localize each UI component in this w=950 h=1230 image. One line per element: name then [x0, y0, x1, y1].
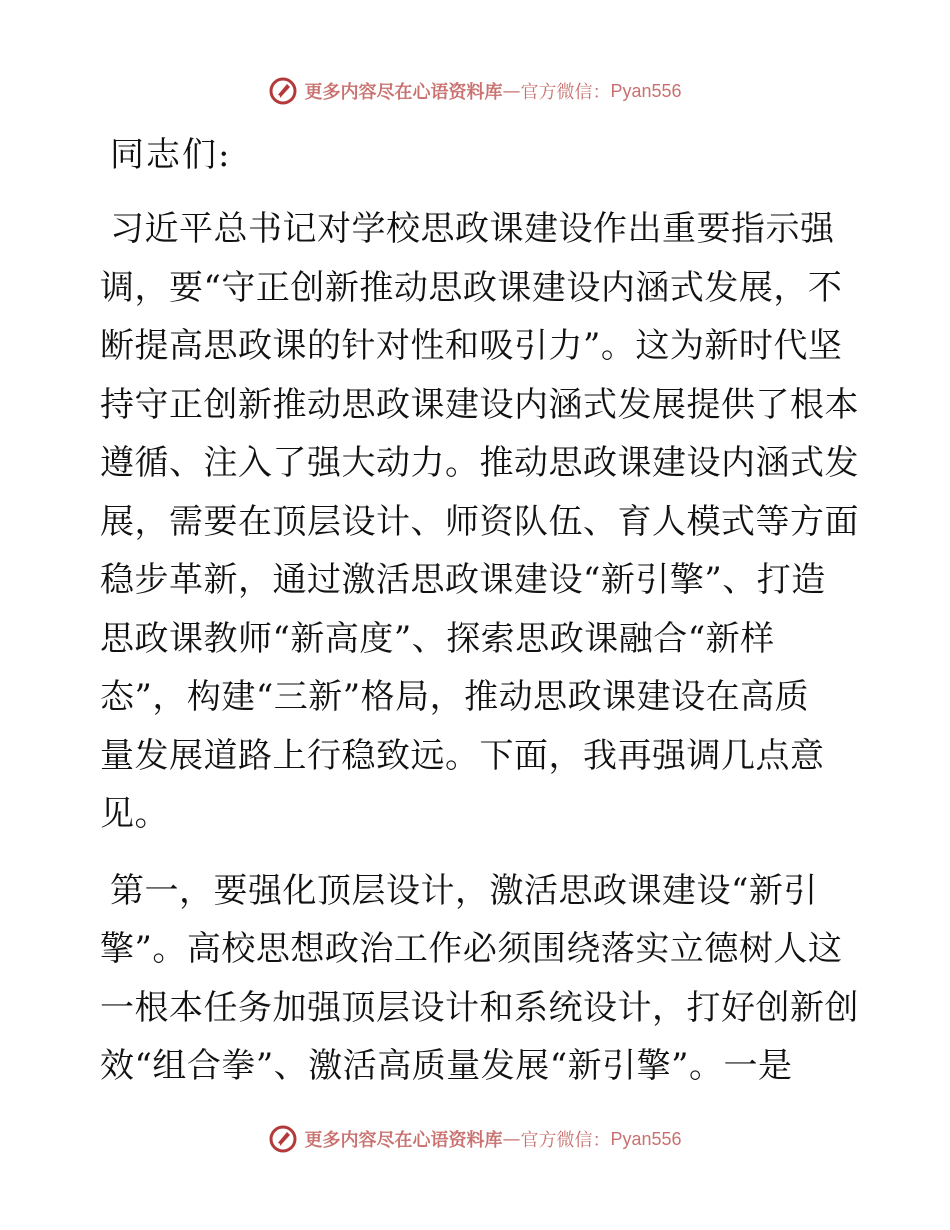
text-line: 遵循、注入了强大动力。推动思政课建设内涵式发 — [100, 443, 859, 483]
salutation: 同志们: — [110, 135, 232, 175]
text-line: 稳步革新，通过激活思政课建设“新引擎”、打造 — [100, 560, 826, 600]
footer-watermark — [0, 1124, 950, 1154]
text-line: 调，要“守正创新推动思政课建设内涵式发展，不 — [100, 267, 843, 308]
text-line: 展，需要在顶层设计、师资队伍、育人模式等方面 — [100, 501, 859, 542]
watermark-site-text: 更多内容尽在心语资料库 — [304, 1130, 503, 1151]
watermark-wechat-id: Pyan556 — [610, 80, 682, 101]
logo-icon — [268, 1124, 298, 1154]
text-line: 效“组合拳”、激活高质量发展“新引擎”。一是 — [100, 1046, 793, 1086]
watermark-wechat-label: 官方微信： — [520, 1130, 611, 1151]
text-line: 断提高思政课的针对性和吸引力”。这为新时代坚 — [100, 326, 843, 366]
paragraph-1 — [100, 200, 859, 844]
document-body — [100, 126, 859, 1114]
text-line: 擎”。高校思想政治工作必须围绕落实立德树人这 — [100, 929, 843, 969]
text-line: 第一，要强化顶层设计，激活思政课建设“新引 — [110, 870, 818, 911]
text-line: 态”，构建“三新”格局，推动思政课建设在高质 — [100, 677, 810, 717]
text-line: 持守正创新推动思政课建设内涵式发展提供了根本 — [100, 384, 859, 425]
text-line: 一根本任务加强顶层设计和系统设计，打好创新创 — [100, 987, 859, 1028]
watermark-site-text: 更多内容尽在心语资料库 — [304, 82, 503, 103]
header-watermark — [0, 76, 950, 106]
text-line: 习近平总书记对学校思政课建设作出重要指示强 — [110, 209, 835, 249]
text-line: 思政课教师“新高度”、探索思政课融合“新样 — [100, 618, 775, 659]
watermark-dash: — — [502, 80, 521, 102]
watermark-dash: — — [502, 1128, 521, 1150]
text-line: 见。 — [100, 794, 169, 834]
logo-icon — [268, 76, 298, 106]
paragraph-2 — [100, 862, 859, 1096]
text-line: 量发展道路上行稳致远。下面，我再强调几点意 — [100, 735, 825, 776]
watermark-wechat-id: Pyan556 — [610, 1128, 682, 1149]
watermark-wechat-label: 官方微信： — [520, 82, 611, 103]
